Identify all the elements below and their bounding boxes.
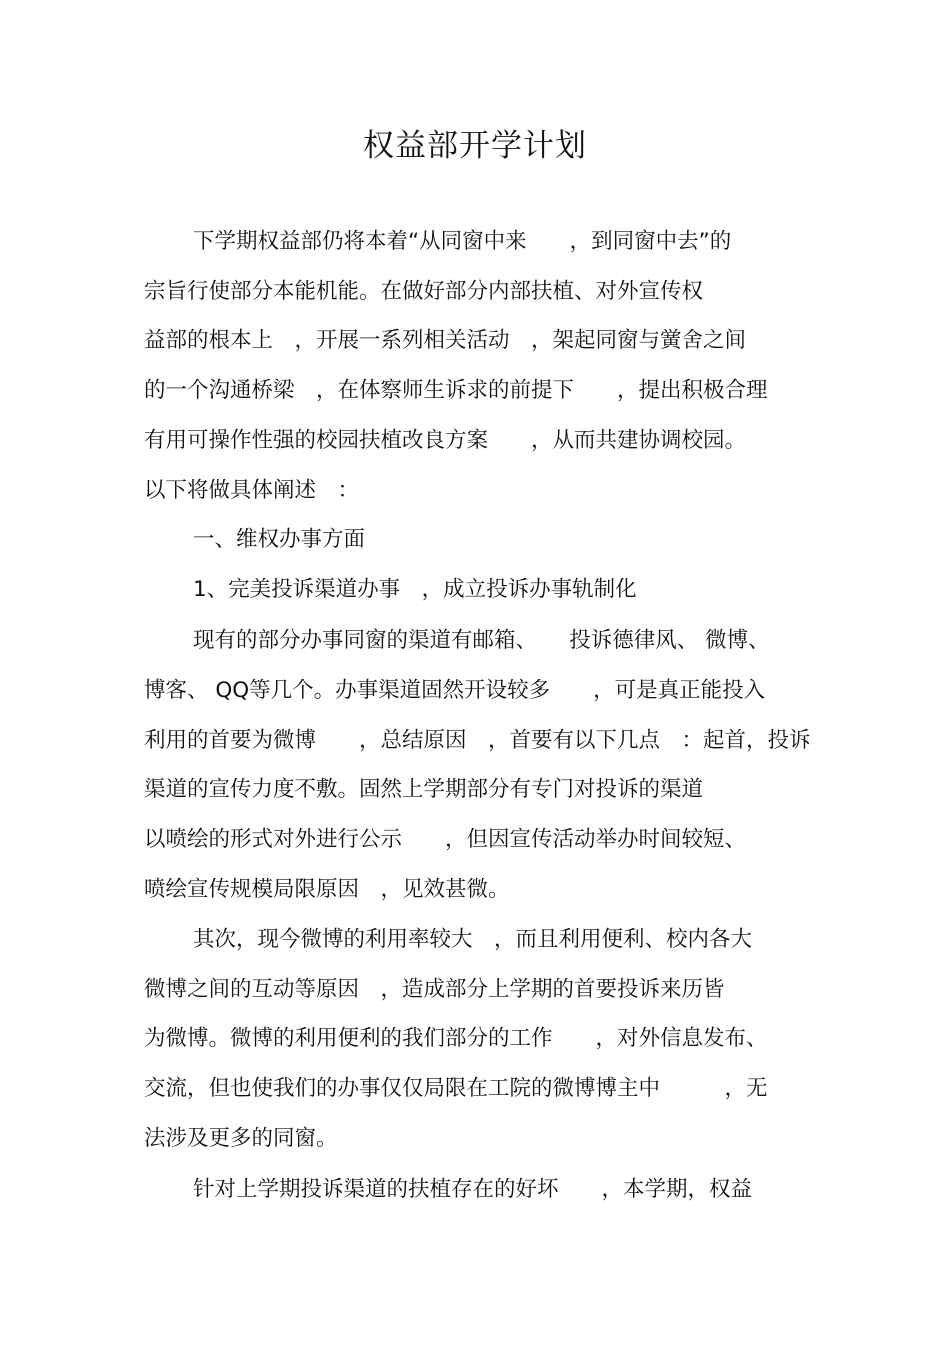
- paragraph-line: 宗旨行使部分本能机能。在做好部分内部扶植、对外宣传权: [144, 279, 704, 304]
- paragraph-line: 交流，但也使我们的办事仅仅局限在工院的微博博主中 ，无: [144, 1076, 768, 1101]
- paragraph-line: 利用的首要为微博 ，总结原因 ，首要有以下几点 ：起首，投诉: [144, 728, 811, 753]
- paragraph-line: 博客、 QQ等几个。办事渠道固然开设较多 ，可是真正能投入: [144, 678, 766, 703]
- paragraph-line: 现有的部分办事同窗的渠道有邮箱、 投诉德律风、 微博、: [193, 628, 770, 653]
- paragraph-line: 有用可操作性强的校园扶植改良方案 ，从而共建协调校园。: [144, 428, 747, 453]
- paragraph-line: 喷绘宣传规模局限原因 ，见效甚微。: [144, 877, 510, 902]
- paragraph-line: 渠道的宣传力度不敷。固然上学期部分有专门对投诉的渠道: [144, 777, 704, 802]
- section-heading: 一、维权办事方面: [193, 527, 366, 552]
- paragraph-line: 法涉及更多的同窗。: [144, 1126, 338, 1151]
- subsection-heading: 1、完美投诉渠道办事 ，成立投诉办事轨制化: [193, 577, 637, 602]
- paragraph-line: 的一个沟通桥梁 ，在体察师生诉求的前提下 ，提出积极合理: [144, 378, 768, 403]
- paragraph-line: 其次，现今微博的利用率较大 ，而且利用便利、校内各大: [193, 927, 753, 952]
- paragraph-line: 下学期权益部仍将本着“从同窗中来 ，到同窗中去”的: [193, 229, 732, 254]
- paragraph-line: 益部的根本上 ，开展一系列相关活动 ，架起同窗与黉舍之间: [144, 328, 747, 353]
- paragraph-line: 微博之间的互动等原因 ，造成部分上学期的首要投诉来历皆: [144, 977, 725, 1002]
- paragraph-line: 为微博。微博的利用便利的我们部分的工作 ，对外信息发布、: [144, 1026, 768, 1051]
- paragraph-line: 针对上学期投诉渠道的扶植存在的好坏 ，本学期，权益: [193, 1177, 753, 1202]
- paragraph-line: 以下将做具体阐述 ：: [144, 478, 360, 503]
- page-title: 权益部开学计划: [363, 128, 587, 164]
- paragraph-line: 以喷绘的形式对外进行公示 ，但因宣传活动举办时间较短、: [144, 827, 747, 852]
